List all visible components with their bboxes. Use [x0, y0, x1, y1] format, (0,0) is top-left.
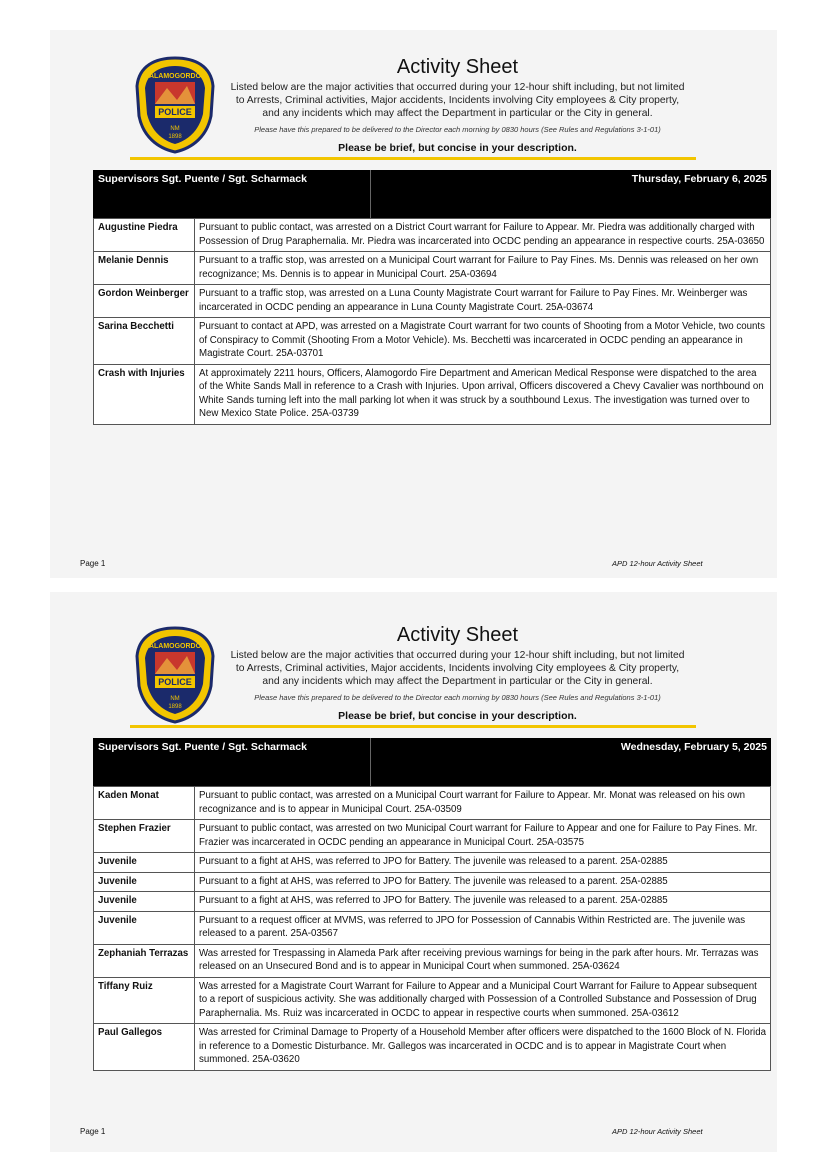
- svg-text:1898: 1898: [168, 704, 182, 710]
- table-row: [94, 252, 771, 285]
- table-row: [94, 1024, 771, 1071]
- sheet-note: Please have this prepared to be delivered to the Director each morning by 0830 hours (See Rules and Regulations 3-1-01): [254, 693, 661, 702]
- entry-name: Zephaniah Terrazas: [94, 944, 195, 977]
- entry-description: Pursuant to public contact, was arrested on a District Court warrant for Failure to Appear. Mr. Piedra was additionally charged with Possession of Drug Paraphernalia. Mr. Piedra was incarcerated into OCDC pending an appearance in respective courts. 25A-03650: [195, 219, 771, 252]
- table-row: [94, 787, 771, 820]
- entry-name: Paul Gallegos: [94, 1024, 195, 1071]
- entry-name: Crash with Injuries: [94, 364, 195, 424]
- entry-description: Was arrested for a Magistrate Court Warrant for Failure to Appear and a Municipal Court Warrant for Failure to Appear subsequent to a report of suspicious activity. She was additionally charged with Possession of a Controlled Substance and Possession of Drug Paraphernalia. Ms. Ruiz was incarcerated in OCDC to appear in respective courts when summoned. 25A-03612: [195, 977, 771, 1024]
- entry-name: Juvenile: [94, 853, 195, 873]
- table-row: [94, 820, 771, 853]
- entry-description: Pursuant to public contact, was arrested on a Municipal Court warrant for Failure to Appear. Mr. Monat was released on his own recognizance and is to appear in Municipal Court. 25A-03509: [195, 787, 771, 820]
- activity-sheet-1: [0, 0, 825, 580]
- entry-description: Pursuant to a traffic stop, was arrested on a Luna County Magistrate Court warrant for Failure to Pay Fines. Mr. Weinberger was incarcerated in OCDC pending an appearance in Luna County Magistrate Court. 25A-03674: [195, 285, 771, 318]
- entry-description: At approximately 2211 hours, Officers, Alamogordo Fire Department and American Medical Response were dispatched to the area of the White Sands Mall in reference to a Crash with Injuries. Upon arrival, Officers discovered a Chevy Cavalier was northbound on White Sands turning left into the mall parking lot when it was struck by a southbound Lexus. The investigation was turned over to New Mexico State Police. 25A-03739: [195, 364, 771, 424]
- page-number: Page 1: [80, 559, 106, 568]
- table-row: [94, 364, 771, 424]
- svg-text:1898: 1898: [168, 134, 182, 140]
- supervisor-header-bar: [93, 170, 771, 218]
- yellow-divider: [130, 725, 696, 728]
- activity-table: [93, 218, 771, 425]
- sheet-brief-instruction: Please be brief, but concise in your description.: [338, 142, 577, 154]
- table-row: [94, 892, 771, 912]
- sheet-brief-instruction: Please be brief, but concise in your description.: [338, 710, 577, 722]
- svg-text:ALAMOGORDO: ALAMOGORDO: [148, 73, 202, 80]
- table-row: [94, 911, 771, 944]
- table-row: [94, 872, 771, 892]
- footer-doc-title: APD 12-hour Activity Sheet: [612, 559, 703, 568]
- entry-description: Pursuant to public contact, was arrested on two Municipal Court warrant for Failure to Appear and one for Failure to Pay Fines. Mr. Frazier was incarcerated in OCDC pending an appearance in Municipal Court. 25A-03575: [195, 820, 771, 853]
- svg-text:NM: NM: [170, 696, 180, 702]
- page-number: Page 1: [80, 1127, 106, 1136]
- entry-name: Augustine Piedra: [94, 219, 195, 252]
- activity-table: [93, 786, 771, 1071]
- supervisors-label: Supervisors Sgt. Puente / Sgt. Scharmack: [98, 741, 307, 753]
- table-row: [94, 944, 771, 977]
- entry-name: Gordon Weinberger: [94, 285, 195, 318]
- entry-description: Pursuant to a traffic stop, was arrested on a Municipal Court warrant for Failure to Pay Fines. Ms. Dennis was released on her own recognizance; Ms. Dennis is to appear in Municipal Court. 25A-03694: [195, 252, 771, 285]
- table-row: [94, 285, 771, 318]
- sheet-intro: Listed below are the major activities that occurred during your 12-hour shift including, but not limited to Arrests, Criminal activities, Major accidents, Incidents involving City employees & City property, and any incidents which may affect the Department in particular or the City in general.: [230, 82, 685, 119]
- shift-date: Wednesday, February 5, 2025: [620, 741, 767, 753]
- table-row: [94, 219, 771, 252]
- entry-description: Pursuant to a fight at AHS, was referred to JPO for Battery. The juvenile was released to a parent. 25A-02885: [195, 853, 771, 873]
- entry-name: Stephen Frazier: [94, 820, 195, 853]
- sheet-intro: Listed below are the major activities that occurred during your 12-hour shift including, but not limited to Arrests, Criminal activities, Major accidents, Incidents involving City employees & City property, and any incidents which may affect the Department in particular or the City in general.: [230, 650, 685, 687]
- entry-name: Juvenile: [94, 872, 195, 892]
- table-row: [94, 853, 771, 873]
- entry-name: Juvenile: [94, 892, 195, 912]
- supervisors-label: Supervisors Sgt. Puente / Sgt. Scharmack: [98, 173, 307, 185]
- entry-description: Was arrested for Criminal Damage to Property of a Household Member after officers were dispatched to the 1600 Block of N. Florida in reference to a Domestic Disturbance. Mr. Gallegos was incarcerated in OCDC and is to appear in Magistrate Court when summoned. 25A-03620: [195, 1024, 771, 1071]
- police-badge-logo: [135, 56, 215, 154]
- svg-text:POLICE: POLICE: [158, 107, 192, 117]
- svg-text:ALAMOGORDO: ALAMOGORDO: [148, 643, 202, 650]
- svg-text:NM: NM: [170, 126, 180, 132]
- table-row: [94, 977, 771, 1024]
- shift-date: Thursday, February 6, 2025: [631, 173, 767, 185]
- entry-name: Sarina Becchetti: [94, 318, 195, 365]
- entry-description: Pursuant to a request officer at MVMS, was referred to JPO for Possession of Cannabis Within Restricted are. The juvenile was released to a parent. 25A-03567: [195, 911, 771, 944]
- table-row: [94, 318, 771, 365]
- entry-name: Kaden Monat: [94, 787, 195, 820]
- yellow-divider: [130, 157, 696, 160]
- police-badge-logo: [135, 626, 215, 724]
- sheet-title: Activity Sheet: [396, 624, 519, 646]
- sheet-title: Activity Sheet: [396, 56, 519, 78]
- entry-name: Tiffany Ruiz: [94, 977, 195, 1024]
- svg-text:POLICE: POLICE: [158, 677, 192, 687]
- entry-name: Melanie Dennis: [94, 252, 195, 285]
- entry-description: Pursuant to a fight at AHS, was referred to JPO for Battery. The juvenile was released to a parent. 25A-02885: [195, 892, 771, 912]
- activity-sheet-2: [0, 582, 825, 1162]
- entry-description: Pursuant to contact at APD, was arrested on a Magistrate Court warrant for two counts of Shooting from a Motor Vehicle, two counts of Conspiracy to Commit (Shooting From a Motor Vehicle). Ms. Becchetti was incarcerated in OCDC pending an appearance in Magistrate Court. 25A-03701: [195, 318, 771, 365]
- entry-description: Pursuant to a fight at AHS, was referred to JPO for Battery. The juvenile was released to a parent. 25A-02885: [195, 872, 771, 892]
- entry-name: Juvenile: [94, 911, 195, 944]
- supervisor-header-bar: [93, 738, 771, 786]
- sheet-note: Please have this prepared to be delivered to the Director each morning by 0830 hours (See Rules and Regulations 3-1-01): [254, 125, 661, 134]
- footer-doc-title: APD 12-hour Activity Sheet: [612, 1127, 703, 1136]
- entry-description: Was arrested for Trespassing in Alameda Park after receiving previous warnings for being in the park after hours. Mr. Terrazas was released on an Unsecured Bond and is to appear in Municipal Court when summoned. 25A-03624: [195, 944, 771, 977]
